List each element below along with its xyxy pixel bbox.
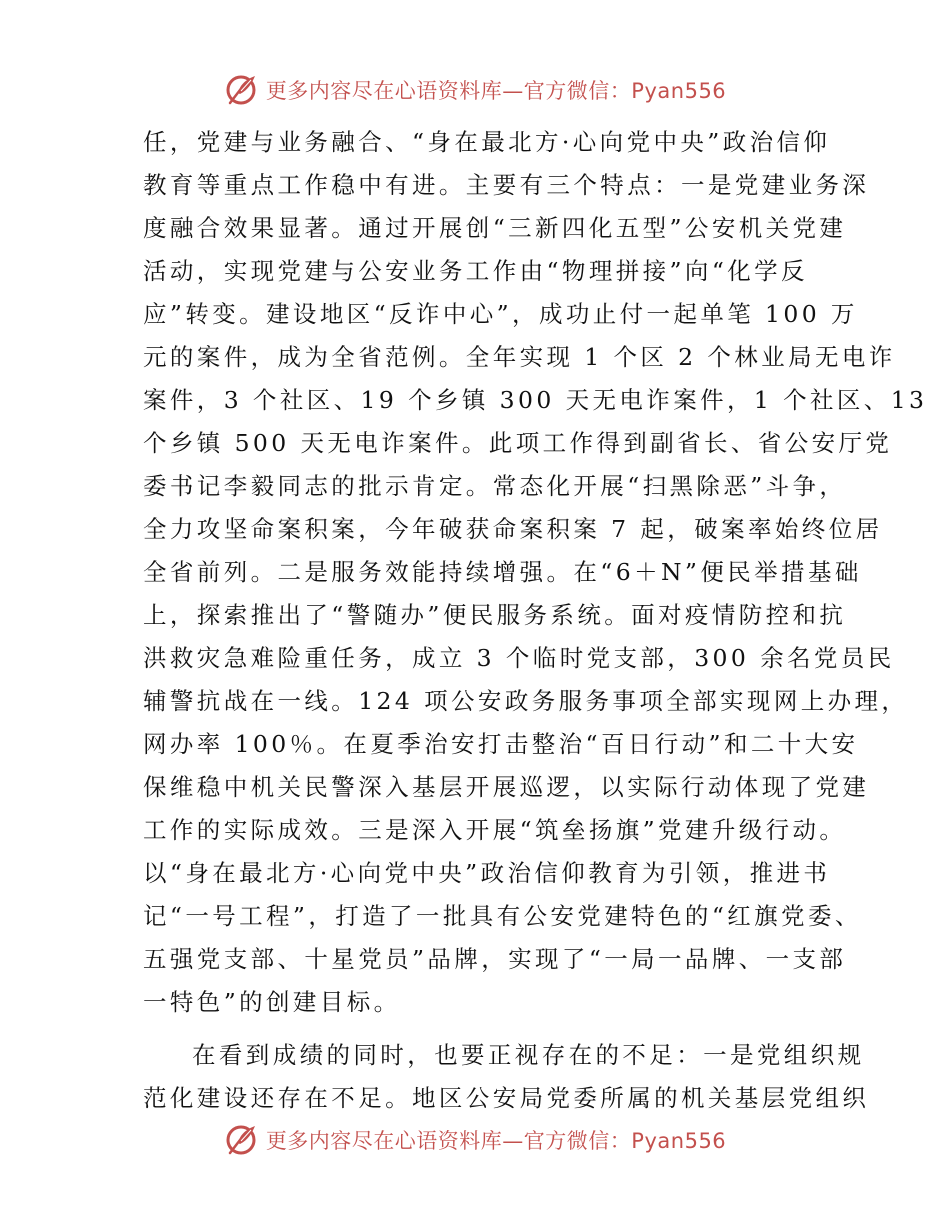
- footer-banner: [0, 1120, 950, 1160]
- body-line: 活动，实现党建与公安业务工作由“物理拼接”向“化学反: [143, 257, 808, 285]
- body-line: 工作的实际成效。三是深入开展“筑垒扬旗”党建升级行动。: [143, 816, 847, 844]
- body-line: 保维稳中机关民警深入基层开展巡逻，以实际行动体现了党建: [143, 773, 870, 801]
- body-line: 网办率 100％。在夏季治安打击整治“百日行动”和二十大安: [143, 730, 859, 758]
- body-line: 任，党建与业务融合、“身在最北方·心向党中央”政治信仰: [143, 128, 831, 156]
- body-line: 个乡镇 500 天无电诈案件。此项工作得到副省长、省公安厅党: [143, 429, 893, 457]
- body-line: 记“一号工程”，打造了一批具有公安党建特色的“红旗党委、: [143, 902, 862, 930]
- body-line: 上，探索推出了“警随办”便民服务系统。面对疫情防控和抗: [143, 601, 847, 629]
- body-line: 在看到成绩的同时，也要正视存在的不足：一是党组织规: [192, 1041, 865, 1069]
- body-line: 全省前列。二是服务效能持续增强。在“6＋N”便民举措基础: [143, 558, 862, 586]
- quill-logo-icon: [224, 1123, 258, 1157]
- footer-banner-text: 更多内容尽在心语资料库—官方微信：Pyan556: [265, 1129, 727, 1153]
- body-line: 元的案件，成为全省范例。全年实现 1 个区 2 个林业局无电诈: [143, 343, 896, 371]
- body-line: 范化建设还存在不足。地区公安局党委所属的机关基层党组织: [143, 1084, 870, 1112]
- header-banner-text: 更多内容尽在心语资料库—官方微信：Pyan556: [265, 79, 727, 103]
- body-line: 应”转变。建设地区“反诈中心”，成功止付一起单笔 100 万: [143, 300, 858, 328]
- body-line: 度融合效果显著。通过开展创“三新四化五型”公安机关党建: [143, 214, 847, 242]
- body-line: 五强党支部、十星党员”品牌，实现了“一局一品牌、一支部: [143, 945, 847, 973]
- body-line: 教育等重点工作稳中有进。主要有三个特点：一是党建业务深: [143, 171, 870, 199]
- body-line: 全力攻坚命案积案，今年破获命案积案 7 起，破案率始终位居: [143, 515, 883, 543]
- body-line: 以“身在最北方·心向党中央”政治信仰教育为引领，推进书: [143, 859, 831, 887]
- body-line: 一特色”的创建目标。: [143, 988, 401, 1016]
- body-line: 洪救灾急难险重任务，成立 3 个临时党支部，300 余名党员民: [143, 644, 895, 672]
- body-line: 辅警抗战在一线。124 项公安政务服务事项全部实现网上办理，: [143, 687, 909, 715]
- body-line: 案件，3 个社区、19 个乡镇 300 天无电诈案件，1 个社区、13: [143, 386, 928, 414]
- body-line: 委书记李毅同志的批示肯定。常态化开展“扫黑除恶”斗争，: [143, 472, 847, 500]
